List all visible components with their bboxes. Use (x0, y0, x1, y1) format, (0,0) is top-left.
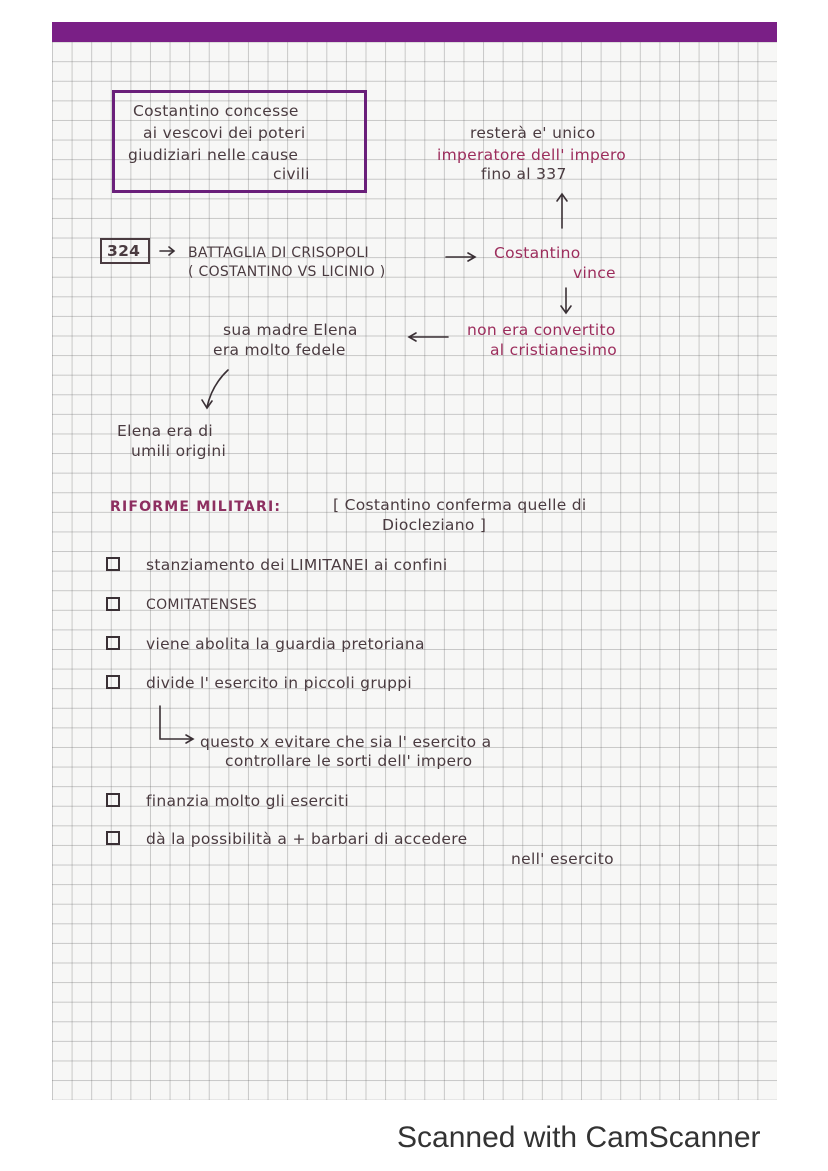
reform-item-6-continued: nell' esercito (511, 850, 614, 868)
battle-subtitle: ( COSTANTINO VS LICINIO ) (188, 264, 386, 280)
not-converted-line-1: non era convertito (467, 321, 616, 339)
arrow-year (160, 247, 174, 255)
arrow-left-mother (409, 333, 448, 341)
elena-line-2: umili origini (131, 442, 227, 460)
sub-note-line-2: controllare le sorti dell' impero (225, 752, 473, 770)
arrow-down (561, 288, 571, 313)
elena-line-1: Elena era di (117, 422, 213, 440)
arrow-l-shape (160, 706, 193, 743)
sole-emperor-line-1: resterà e' unico (470, 124, 596, 142)
sole-emperor-line-3: fino al 337 (481, 165, 567, 183)
winner-line-1: Costantino (494, 244, 581, 262)
arrow-curve-elena (202, 370, 228, 408)
not-converted-line-2: al cristianesimo (490, 341, 618, 359)
battle-year: 324 (107, 242, 141, 260)
reforms-heading: RIFORME MILITARI: (110, 499, 282, 515)
box-line-4: civili (273, 165, 310, 183)
scanner-watermark: Scanned with CamScanner (397, 1121, 761, 1154)
box-line-1: Costantino concesse (133, 102, 299, 120)
reform-item-5: finanzia molto gli eserciti (146, 792, 350, 810)
box-line-3: giudiziari nelle cause (128, 146, 299, 164)
reforms-note-line-1: [ Costantino conferma quelle di (333, 496, 587, 514)
reforms-note-line-2: Diocleziano ] (382, 516, 487, 534)
mother-line-1: sua madre Elena (223, 321, 358, 339)
reform-item-4: divide l' esercito in piccoli gruppi (146, 674, 413, 692)
sole-emperor-line-2: imperatore dell' impero (437, 146, 627, 164)
arrow-right-battle (446, 253, 475, 261)
arrow-up (557, 194, 567, 228)
battle-title: BATTAGLIA DI CRISOPOLI (188, 245, 369, 261)
reform-item-3: viene abolita la guardia pretoriana (146, 635, 425, 653)
mother-line-2: era molto fedele (213, 341, 346, 359)
reform-item-2: COMITATENSES (146, 597, 258, 613)
box-line-2: ai vescovi dei poteri (143, 124, 306, 142)
sub-note-line-1: questo x evitare che sia l' esercito a (200, 733, 492, 751)
reform-item-1: stanziamento dei LIMITANEI ai confini (146, 556, 448, 574)
winner-line-2: vince (573, 264, 616, 282)
reform-item-6: dà la possibilità a + barbari di accedere (146, 830, 468, 848)
